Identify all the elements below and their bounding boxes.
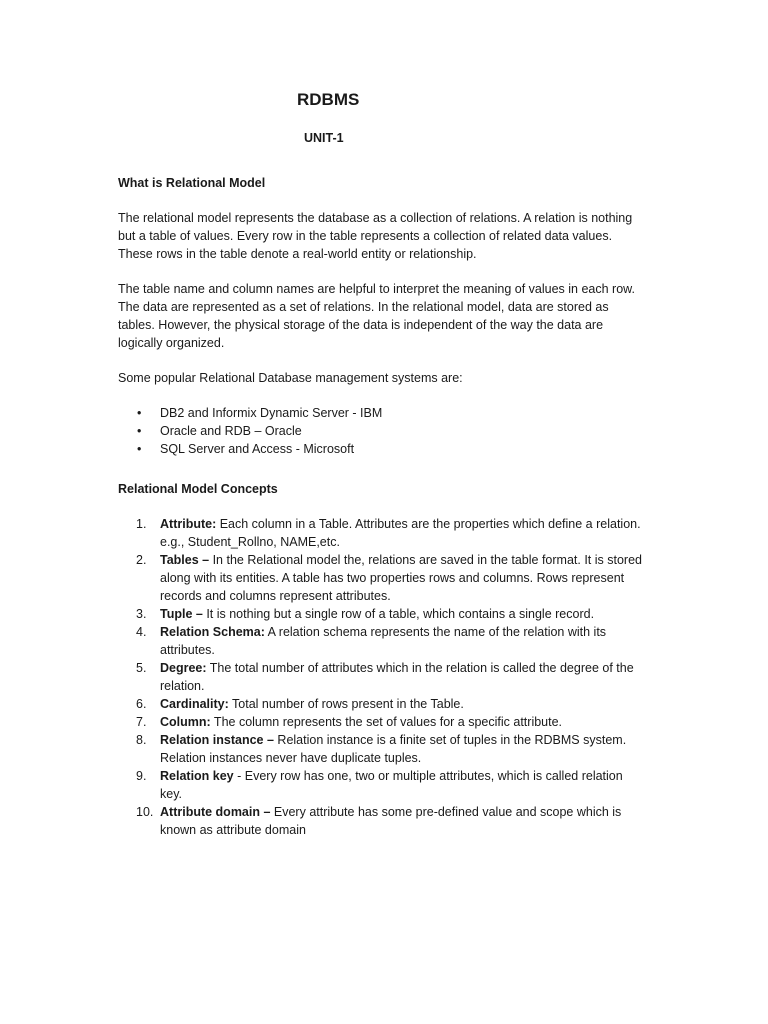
concept-description: In the Relational model the, relations are saved in the table format. It is stored along with its entities. A table has two properties rows and columns. Rows represent records and columns represent attributes. [160,553,642,603]
list-item: • Oracle and RDB – Oracle [160,422,648,440]
concept-item [136,731,648,767]
concept-description: A relation schema represents the name of the relation with its attributes. [160,625,607,657]
concept-item [136,605,648,623]
concept-description: - Every row has one, two or multiple attributes, which is called relation key. [160,769,623,801]
list-item: • SQL Server and Access - Microsoft [160,440,648,458]
concept-term: Degree: [160,661,207,675]
concept-term: Tuple – [160,607,203,621]
concept-item [136,767,648,803]
concept-term: Relation Schema: [160,625,265,639]
list-item: • DB2 and Informix Dynamic Server - IBM [160,404,648,422]
concept-description: Every attribute has some pre-defined value and scope which is known as attribute domain [160,805,622,837]
concept-description: It is nothing but a single row of a table, which contains a single record. [202,607,595,621]
paragraph: Some popular Relational Database management systems are: [118,371,463,385]
concept-term: Attribute domain – [160,805,271,819]
concept-description: Each column in a Table. Attributes are the properties which define a relation. e.g., Student_Rollno, NAME,etc. [160,517,641,549]
concept-item [136,623,648,659]
concept-term: Column: [160,715,211,729]
document-body [118,174,648,839]
document-title: RDBMS [297,90,360,109]
concept-item [136,551,648,605]
section-heading-relational-model: What is Relational Model [118,176,266,190]
paragraph: The table name and column names are helpful to interpret the meaning of values in each row. The data are represented as a set of relations. In the relational model, data are stored as tables. However, the physical storage of the data is independent of the way the data are logically organized. [118,282,635,350]
concept-term: Attribute: [160,517,217,531]
item-number: 8. [136,733,147,747]
concept-description: Relation instance is a finite set of tuples in the RDBMS system. Relation instances never have duplicate tuples. [160,733,627,765]
item-number: 3. [136,607,147,621]
concept-item [136,515,648,551]
item-number: 7. [136,715,147,729]
concept-term: Relation instance – [160,733,274,747]
concept-item [136,695,648,713]
concept-description: Total number of rows present in the Table. [228,697,464,711]
item-number: 2. [136,553,147,567]
concept-description: The total number of attributes which in the relation is called the degree of the relation. [160,661,634,693]
concept-term: Relation key [160,769,234,783]
concepts-list [118,515,648,839]
item-number: 1. [136,517,147,531]
paragraph: The relational model represents the database as a collection of relations. A relation is nothing but a table of values. Every row in the table represents a collection of related data values. These rows in the table denote a real-world entity or relationship. [118,211,633,261]
item-number: 9. [136,769,147,783]
item-number: 4. [136,625,147,639]
item-number: 6. [136,697,147,711]
concept-term: Tables – [160,553,210,567]
item-number: 5. [136,661,147,675]
document-subtitle: UNIT-1 [304,131,344,145]
rdbms-systems-list [118,404,648,458]
item-number: 10. [136,805,154,819]
concept-item [136,803,648,839]
section-heading-concepts: Relational Model Concepts [118,482,278,496]
concept-item [136,713,648,731]
concept-item [136,659,648,695]
concept-description: The column represents the set of values for a specific attribute. [210,715,563,729]
concept-term: Cardinality: [160,697,229,711]
